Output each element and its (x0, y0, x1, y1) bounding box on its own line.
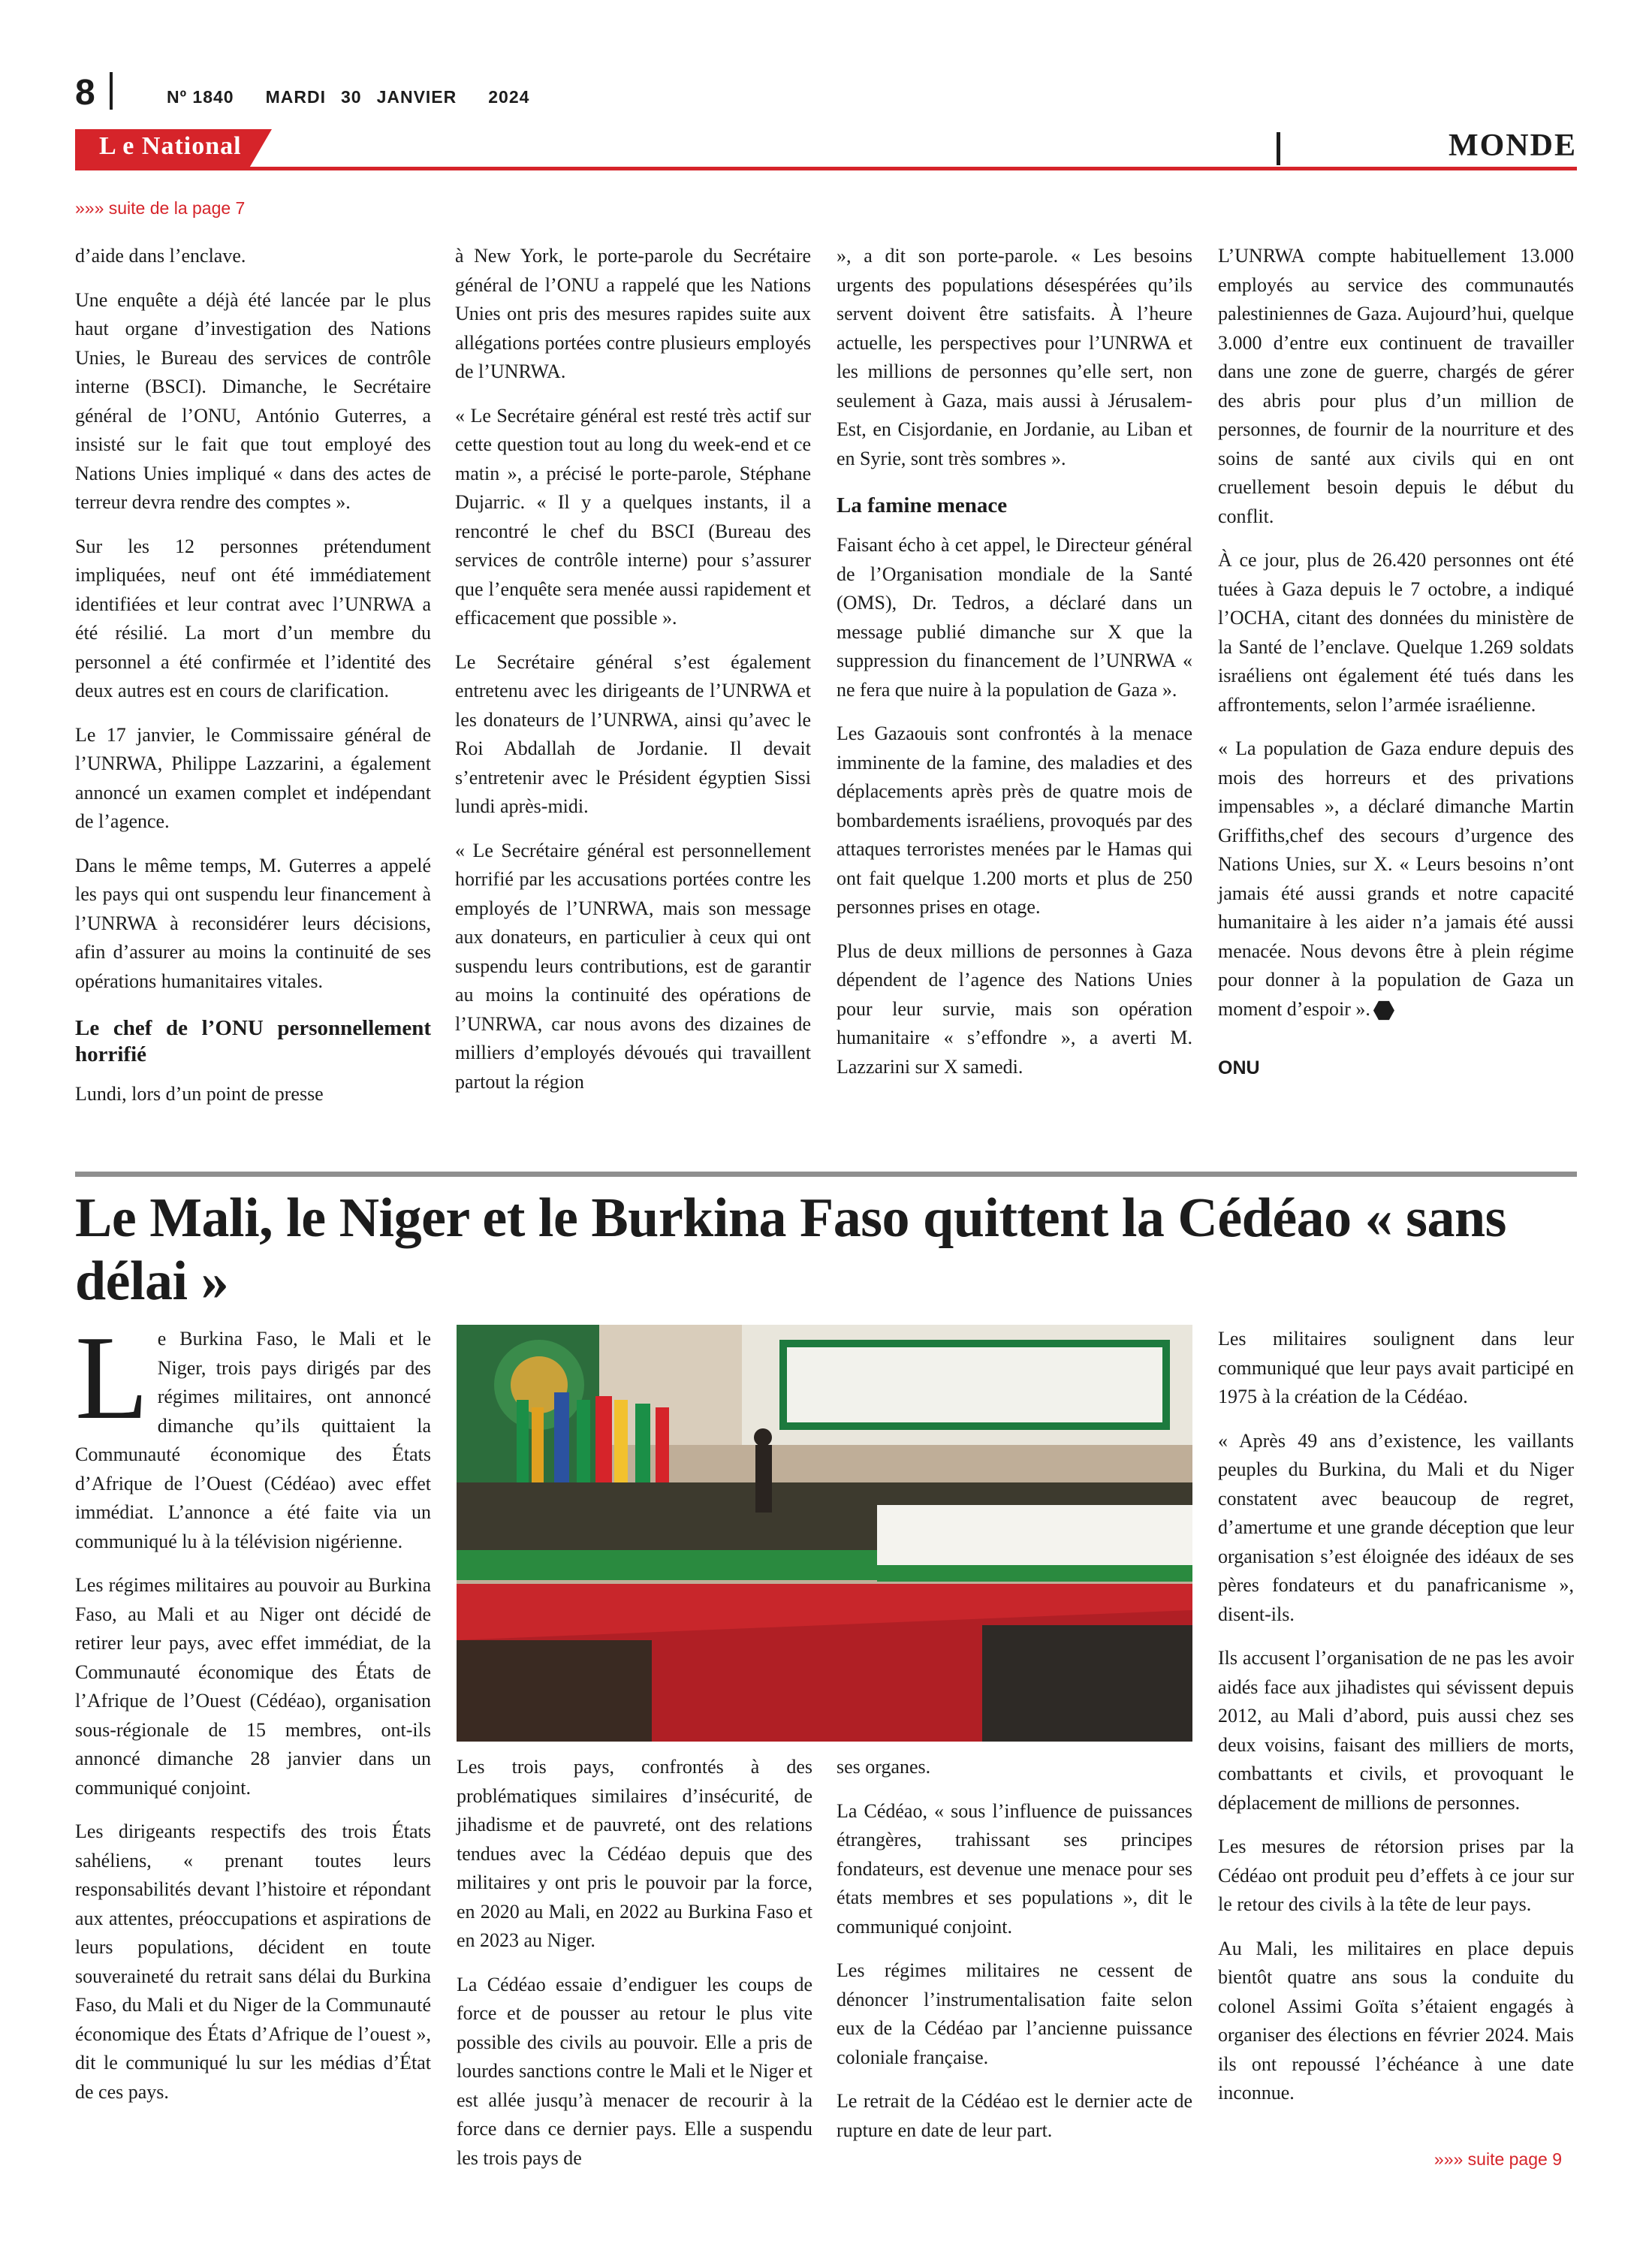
paragraph: À ce jour, plus de 26.420 personnes ont été tuées à Gaza depuis le 7 octobre, a indiqué l’OCHA, citant des données du ministère de la Santé de l’enclave. Quelque 1.269 soldats israéliens ont également été tués dans les affrontements, selon l’armée israélienne. (1218, 549, 1574, 716)
paragraph (1218, 734, 1574, 1024)
drop-cap: L (75, 1310, 149, 1444)
bottom-article-column-2 (457, 1753, 812, 2188)
paragraph: d’aide dans l’enclave. (75, 245, 246, 267)
paragraph: ses organes. (837, 1756, 931, 1778)
bottom-article-column-4 (1218, 1325, 1574, 2123)
paragraph: Les militaires soulignent dans leur communiqué que leur pays avait participé en 1975 à la création de la Cédéao. (1218, 1328, 1574, 1407)
paragraph: Faisant écho à cet appel, le Directeur général de l’Organisation mondiale de la Santé (OMS), Dr. Tedros, a déclaré dans un message publié dimanche sur X que la suppression du financement de l’UNRWA « ne fera que nuire à la population de Gaza ». (837, 534, 1192, 701)
paragraph: Les régimes militaires au pouvoir au Burkina Faso, au Mali et au Niger ont décidé de retirer leur pays, avec effet immédiat, de la Communauté économique des États de l’Afrique de l’Ouest (Cédéao), organisation sous-régionale de 15 membres, ont-ils annoncé dimanche 28 janvier dans un communiqué conjoint. (75, 1574, 431, 1799)
section-divider (1277, 132, 1280, 165)
page-number-divider (110, 72, 113, 110)
section-label: MONDE (1449, 128, 1577, 163)
paragraph: La Cédéao, « sous l’influence de puissances étrangères, trahissant ses principes fondateurs, est devenue une menace pour ses états membres et ses populations », dit le communiqué conjoint. (837, 1799, 1192, 1938)
paragraph: à New York, le porte-parole du Secrétaire général de l’ONU a rappelé que les Nations Unies ont pris des mesures rapides suite aux allégations portées contre plusieurs employés de l’UNRWA. (455, 245, 811, 382)
paragraph-text: e Burkina Faso, le Mali et le Niger, trois pays dirigés par des régimes militaires, ont annoncé dimanche qu’ils quittaient la Communauté économique des États d’Afrique de l’Ouest (Cédéao) avec effet immédiat. L’annonce a été faite via un communiqué lu à la télévision nigérienne. (75, 1328, 431, 1552)
paragraph-text: « La population de Gaza endure depuis des mois des horreurs et des privations impensables », a déclaré dimanche Martin Griffiths,chef des secours d’urgence des Nations Unies, sur X. « Leurs besoins n’ont jamais été aussi grands et notre capacité humanitaire à les aider n’a jamais été aussi menacée. Nous devons être à plein régime pour donner à la population de Gaza un moment d’espoir ». (1218, 737, 1574, 1020)
paragraph: Lundi, lors d’un point de presse (75, 1083, 324, 1105)
paragraph: Ils accusent l’organisation de ne pas les avoir aidés face aux jihadistes qui sévissent depuis 2012, au Mali d’abord, puis aussi chez ses deux voisins, faisant des milliers de morts, combattants et civils, et provoquant le déplacement de millions de personnes. (1218, 1647, 1574, 1814)
summit-photo-illustration (457, 1325, 1192, 1742)
header-rule (75, 167, 1577, 170)
paragraph: Une enquête a déjà été lancée par le plus haut organe d’investigation des Nations Unies, le Bureau des services de contrôle interne (BSCI). Dimanche, le Secrétaire général de l’ONU, António Guterres, a insisté sur le fait que tout employé des Nations Unies impliqué « dans des actes de terreur devra rendre des comptes ». (75, 288, 431, 513)
summit-photo (457, 1325, 1192, 1742)
article-separator (75, 1172, 1577, 1177)
page-number: 8 (75, 73, 95, 113)
paragraph: Les régimes militaires ne cessent de dénoncer l’instrumentalisation faite selon eux de la Cédéao par l’ancienne puissance coloniale française. (837, 1959, 1192, 2068)
article-signature: ONU (1218, 1057, 1260, 1078)
top-article-column-3 (837, 242, 1192, 1096)
paragraph: Le Secrétaire général s’est également entretenu avec les dirigeants de l’UNRWA et les donateurs de l’UNRWA, ainsi qu’avec le Roi Abdallah de Jordanie. Il devait s’entretenir avec le Président égyptien Sissi lundi après-midi. (455, 650, 811, 817)
paragraph: Dans le même temps, M. Guterres a appelé les pays qui ont suspendu leur financement à l’UNRWA à reconsidérer leurs décisions, afin d’assurer au moins la continuité de ses opérations humanitaires vitales. (75, 854, 431, 992)
bottom-article-column-3 (837, 1753, 1192, 2160)
paragraph: Au Mali, les militaires en place depuis bientôt quatre ans sous la conduite du colonel Assimi Goïta s’étaient engagés à organiser des élections en février 2024. Mais ils ont repoussé l’échéance à une date inconnue. (1218, 1937, 1574, 2104)
top-article-column-1 (75, 242, 431, 1124)
paragraph: L’UNRWA compte habituellement 13.000 employés au service des communautés palestiniennes de Gaza. Aujourd’hui, quelque 3.000 d’entre eux continuent de travailler dans une zone de guerre, chargés de gérer des abris pour plus d’un million de personnes, de fournir de la nourriture et des soins de santé aux civils qui en ont cruellement besoin depuis le début du conflit. (1218, 245, 1574, 527)
paragraph: », a dit son porte-parole. « Les besoins urgents des populations désespérées qu’ils servent doivent être satisfaits. À l’heure actuelle, les perspectives pour l’UNRWA et les millions de personnes qu’elle sert, non seulement à Gaza, mais aussi à Jérusalem-Est, en Cisjordanie, en Jordanie, au Liban et en Syrie, sont très sombres ». (837, 245, 1192, 469)
issue-line (167, 87, 561, 107)
issue-year: 2024 (488, 87, 530, 107)
paragraph: La Cédéao essaie d’endiguer les coups de force et de pousser au retour le plus vite possible des civils au pouvoir. Elle a pris de lourdes sanctions contre le Mali et le Niger et est allée jusqu’à menacer de recourir à la force dans ce dernier pays. Elle a suspendu les trois pays de (457, 1973, 812, 2169)
end-of-article-icon (1373, 1000, 1394, 1021)
continued-from-link[interactable]: »»» suite de la page 7 (75, 198, 246, 218)
issue-number: Nº 1840 (167, 87, 234, 107)
brand-name: L e National (99, 132, 242, 160)
paragraph: Les mesures de rétorsion prises par la Cédéao ont produit peu d’effets à ce jour sur le retour des civils à la tête de leur pays. (1218, 1835, 1574, 1915)
top-article-column-4 (1218, 242, 1574, 1083)
paragraph: « Après 49 ans d’existence, les vaillants peuples du Burkina, du Mali et du Niger constatent avec beaucoup de regret, d’amertume et une grande déception que leur organisation s’est éloignée des idéaux de ses pères fondateurs et du panafricanisme », disent-ils. (1218, 1429, 1574, 1625)
paragraph: Les dirigeants respectifs des trois États sahéliens, « prenant toutes leurs responsabilités devant l’histoire et répondant aux attentes, préoccupations et aspirations de leurs populations, décident en toute souveraineté du retrait sans délai du Burkina Faso, du Mali et du Niger de la Communauté économique des États d’Afrique de l’ouest », dit le communiqué lu sur les médias d’État de ces pays. (75, 1820, 431, 2103)
top-article-column-2 (455, 242, 811, 1111)
issue-weekday: MARDI (265, 87, 326, 107)
bottom-article-column-1 (75, 1310, 431, 2122)
subheading: Le chef de l’ONU personnellement horrifié (75, 1016, 431, 1066)
continued-to-link[interactable]: »»» suite page 9 (1433, 2149, 1562, 2169)
issue-day: 30 (340, 87, 362, 107)
issue-month: JANVIER (376, 87, 457, 107)
paragraph: Les trois pays, confrontés à des problématiques similaires d’insécurité, de jihadisme et de pauvreté, ont des relations tendues avec la Cédéao depuis que des militaires y ont pris le pouvoir par la force, en 2020 au Mali, en 2022 au Burkina Faso et en 2023 au Niger. (457, 1756, 812, 1951)
paragraph: Les Gazaouis sont confrontés à la menace imminente de la famine, des maladies et des déplacements après près de quatre mois de bombardements israéliens, provoqués par des attaques terroristes menées par le Hamas qui ont fait quelque 1.200 morts et plus de 250 personnes prises en otage. (837, 722, 1192, 918)
paragraph: Plus de deux millions de personnes à Gaza dépendent de l’agence des Nations Unies pour leur survie, mais son opération humanitaire « s’effondre », a averti M. Lazzarini sur X samedi. (837, 940, 1192, 1078)
lead-paragraph (75, 1310, 431, 1556)
paragraph: Sur les 12 personnes prétendument impliquées, neuf ont été immédiatement identifiées et leur contrat avec l’UNRWA a été résilié. La mort d’un membre du personnel a été confirmée et l’identité des deux autres est en cours de clarification. (75, 535, 431, 701)
paragraph: Le 17 janvier, le Commissaire général de l’UNRWA, Philippe Lazzarini, a également annoncé un examen complet et indépendant de l’agence. (75, 723, 431, 832)
paragraph: Le retrait de la Cédéao est le dernier acte de rupture en date de leur part. (837, 2090, 1192, 2141)
paragraph: « Le Secrétaire général est personnellement horrifié par les accusations portées contre les employés de l’UNRWA, mais son message aux donateurs, en particulier à ceux qui ont suspendu leurs contributions, est de garantir au moins la continuité des opérations de l’UNRWA, car nous avons des dizaines de milliers d’employés dévoués qui travaillent partout la région (455, 839, 811, 1093)
paragraph: « Le Secrétaire général est resté très actif sur cette question tout au long du week-end et ce matin », a précisé le porte-parole, Stéphane Dujarric. « Il y a quelques instants, il a rencontré le chef du BSCI (Bureau des services de contrôle interne) pour s’assurer que l’enquête sera menée aussi rapidement et efficacement que possible ». (455, 404, 811, 629)
subheading: La famine menace (837, 493, 1008, 517)
article-headline: Le Mali, le Niger et le Burkina Faso quittent la Cédéao « sans délai » (75, 1187, 1506, 1312)
